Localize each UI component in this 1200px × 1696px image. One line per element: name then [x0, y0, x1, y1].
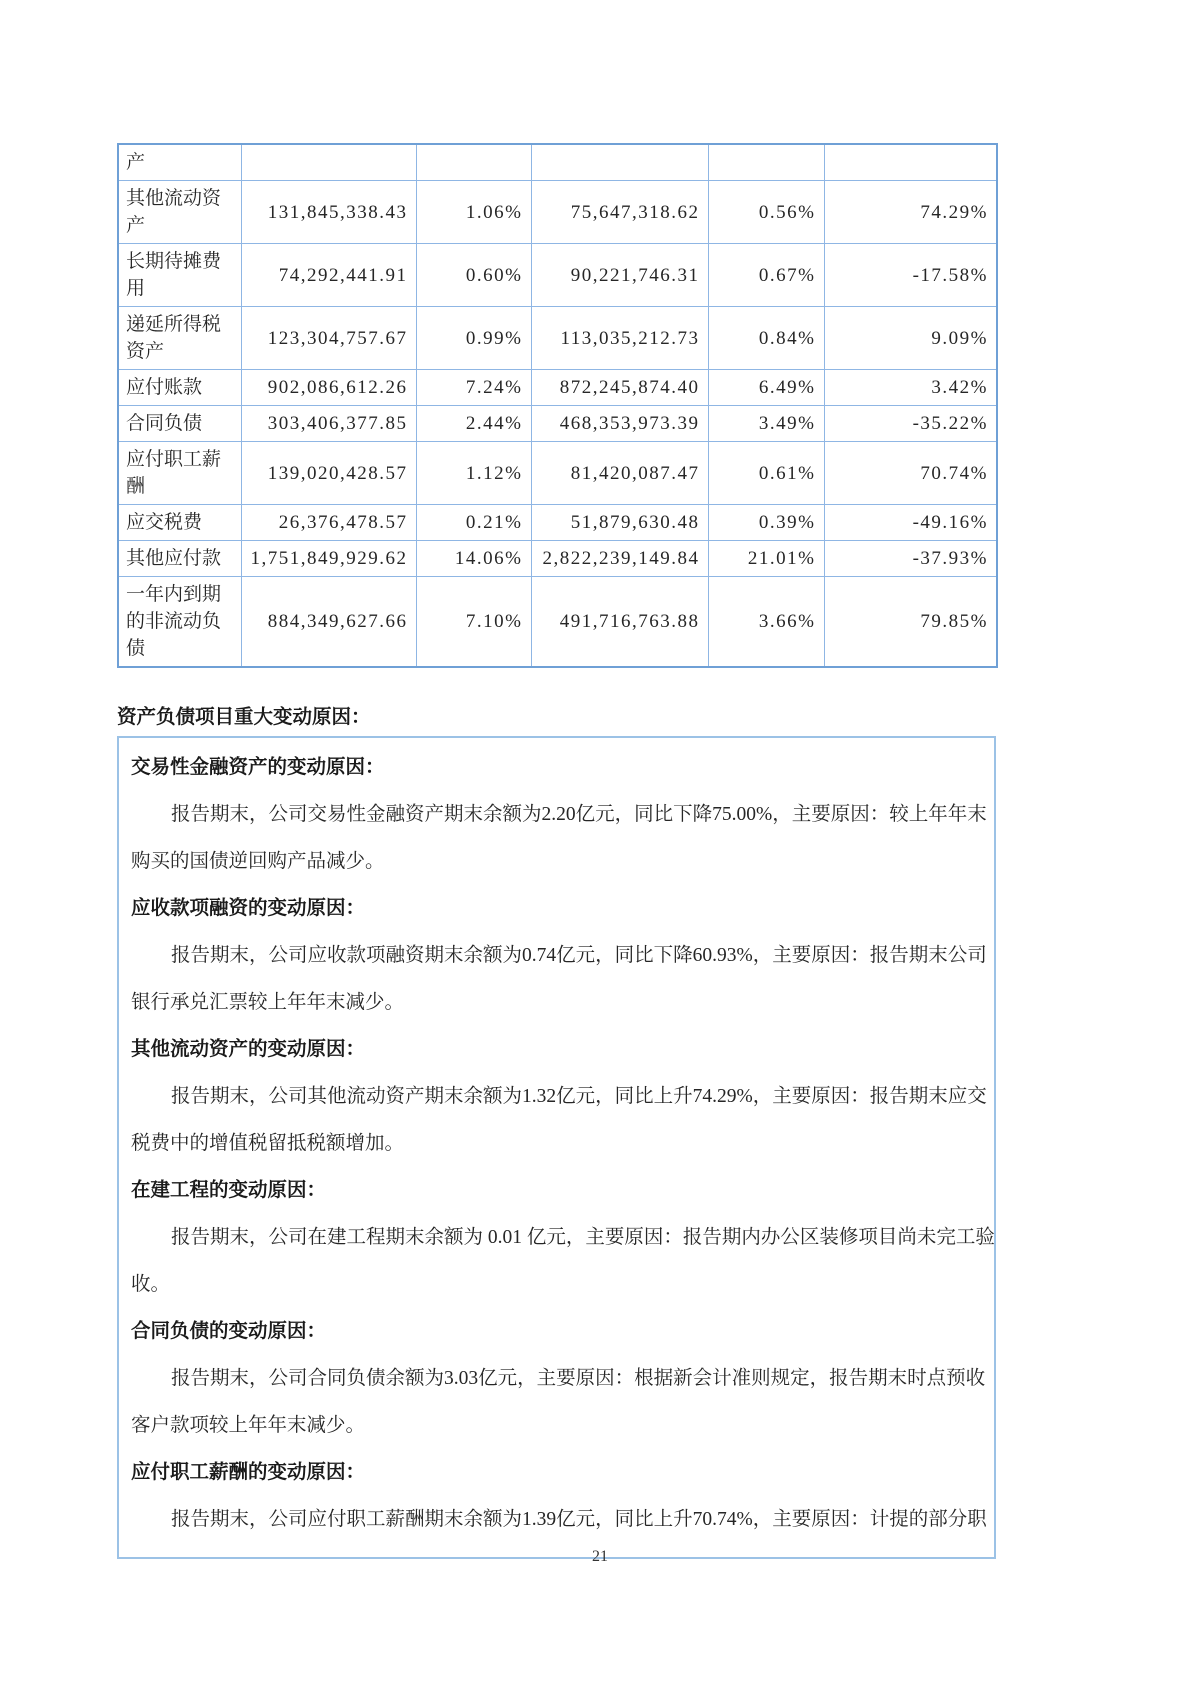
- table-cell-pct: 9.09%: [824, 307, 997, 370]
- table-cell-num: 491,716,763.88: [531, 577, 708, 668]
- table-cell-pct: 0.67%: [708, 244, 824, 307]
- table-cell-pct: 0.99%: [416, 307, 531, 370]
- reason-paragraph-line: 报告期末，公司其他流动资产期末余额为1.32亿元，同比上升74.29%，主要原因：报告期末应交: [171, 1086, 987, 1107]
- table-cell-pct: 0.84%: [708, 307, 824, 370]
- table-cell-num: 884,349,627.66: [241, 577, 416, 668]
- reason-paragraph-line: 报告期末，公司交易性金融资产期末余额为2.20亿元，同比下降75.00%，主要原因：较上年年末: [171, 804, 987, 825]
- table-cell-num: 2,822,239,149.84: [531, 541, 708, 577]
- table-row: [118, 144, 997, 181]
- table-cell-item: 应付账款: [118, 370, 241, 406]
- table-cell-item: 长期待摊费用: [118, 244, 241, 307]
- table-row: [118, 577, 997, 668]
- reason-paragraph-line: 收。: [131, 1274, 171, 1295]
- table-cell-num: 139,020,428.57: [241, 442, 416, 505]
- table-cell-item: 一年内到期的非流动负债: [118, 577, 241, 668]
- reason-heading: 其他流动资产的变动原因：: [131, 1039, 366, 1060]
- table-cell-pct: 14.06%: [416, 541, 531, 577]
- page-number: 21: [592, 1548, 608, 1565]
- table-row: [118, 505, 997, 541]
- table-cell-num: 131,845,338.43: [241, 181, 416, 244]
- reason-paragraph-line: 银行承兑汇票较上年年末减少。: [131, 992, 405, 1013]
- page-content: [117, 143, 996, 1559]
- reason-paragraph-line: 报告期末，公司应收款项融资期末余额为0.74亿元，同比下降60.93%，主要原因：报告期末公司: [171, 945, 987, 966]
- table-cell-pct: [416, 144, 531, 181]
- table-cell-num: 51,879,630.48: [531, 505, 708, 541]
- table-cell-pct: 0.56%: [708, 181, 824, 244]
- reason-heading: 合同负债的变动原因：: [131, 1321, 327, 1342]
- table-cell-pct: 70.74%: [824, 442, 997, 505]
- reason-heading: 应收款项融资的变动原因：: [131, 898, 366, 919]
- table-cell-pct: 0.61%: [708, 442, 824, 505]
- reason-paragraph-line: 客户款项较上年年末减少。: [131, 1415, 366, 1436]
- table-row: [118, 307, 997, 370]
- table-row: [118, 244, 997, 307]
- table-cell-num: [241, 144, 416, 181]
- reason-heading: 应付职工薪酬的变动原因：: [131, 1462, 366, 1483]
- table-cell-pct: 0.39%: [708, 505, 824, 541]
- table-cell-item: 产: [118, 144, 241, 181]
- reason-paragraph-line: 报告期末，公司应付职工薪酬期末余额为1.39亿元，同比上升70.74%，主要原因：计提的部分职: [171, 1509, 987, 1530]
- table-cell-pct: 0.60%: [416, 244, 531, 307]
- table-cell-pct: 1.12%: [416, 442, 531, 505]
- table-cell-pct: [708, 144, 824, 181]
- table-row: [118, 541, 997, 577]
- table-cell-num: 113,035,212.73: [531, 307, 708, 370]
- balance-sheet-items-table: [117, 143, 998, 668]
- table-cell-num: [531, 144, 708, 181]
- table-cell-num: 872,245,874.40: [531, 370, 708, 406]
- table-cell-item: 其他流动资产: [118, 181, 241, 244]
- table-cell-num: 902,086,612.26: [241, 370, 416, 406]
- table-cell-num: 74,292,441.91: [241, 244, 416, 307]
- table-cell-item: 应付职工薪酬: [118, 442, 241, 505]
- section-title: 资产负债项目重大变动原因：: [117, 707, 371, 728]
- table-cell-pct: 6.49%: [708, 370, 824, 406]
- table-cell-pct: 74.29%: [824, 181, 997, 244]
- table-cell-num: 1,751,849,929.62: [241, 541, 416, 577]
- table-cell-pct: 7.10%: [416, 577, 531, 668]
- table-row: [118, 181, 997, 244]
- table-cell-pct: 7.24%: [416, 370, 531, 406]
- table-cell-num: 75,647,318.62: [531, 181, 708, 244]
- reason-paragraph-line: 税费中的增值税留抵税额增加。: [131, 1133, 405, 1154]
- table-cell-item: 递延所得税资产: [118, 307, 241, 370]
- table-cell-item: 合同负债: [118, 406, 241, 442]
- table-cell-pct: -17.58%: [824, 244, 997, 307]
- table-cell-pct: -49.16%: [824, 505, 997, 541]
- table-cell-pct: 79.85%: [824, 577, 997, 668]
- table-cell-pct: 3.66%: [708, 577, 824, 668]
- reason-heading: 在建工程的变动原因：: [131, 1180, 327, 1201]
- table-cell-pct: 0.21%: [416, 505, 531, 541]
- table-cell-pct: [824, 144, 997, 181]
- table-cell-pct: 2.44%: [416, 406, 531, 442]
- table-cell-item: 应交税费: [118, 505, 241, 541]
- table-cell-pct: 21.01%: [708, 541, 824, 577]
- table-cell-num: 303,406,377.85: [241, 406, 416, 442]
- table-cell-num: 26,376,478.57: [241, 505, 416, 541]
- table-row: [118, 442, 997, 505]
- table-cell-pct: 3.42%: [824, 370, 997, 406]
- reason-paragraph-line: 报告期末，公司在建工程期末余额为 0.01 亿元，主要原因：报告期内办公区装修项目尚未完工验: [171, 1227, 995, 1248]
- table-row: [118, 370, 997, 406]
- reason-paragraph-line: 报告期末，公司合同负债余额为3.03亿元，主要原因：根据新会计准则规定，报告期末时点预收: [171, 1368, 986, 1389]
- reason-heading: 交易性金融资产的变动原因：: [131, 757, 385, 778]
- table-cell-num: 468,353,973.39: [531, 406, 708, 442]
- reasons-box: [117, 736, 996, 1559]
- table-cell-pct: 3.49%: [708, 406, 824, 442]
- table-cell-num: 81,420,087.47: [531, 442, 708, 505]
- table-cell-pct: -35.22%: [824, 406, 997, 442]
- table-row: [118, 406, 997, 442]
- table-cell-item: 其他应付款: [118, 541, 241, 577]
- table-cell-num: 123,304,757.67: [241, 307, 416, 370]
- table-cell-pct: -37.93%: [824, 541, 997, 577]
- reason-paragraph-line: 购买的国债逆回购产品减少。: [131, 851, 385, 872]
- table-cell-num: 90,221,746.31: [531, 244, 708, 307]
- table-cell-pct: 1.06%: [416, 181, 531, 244]
